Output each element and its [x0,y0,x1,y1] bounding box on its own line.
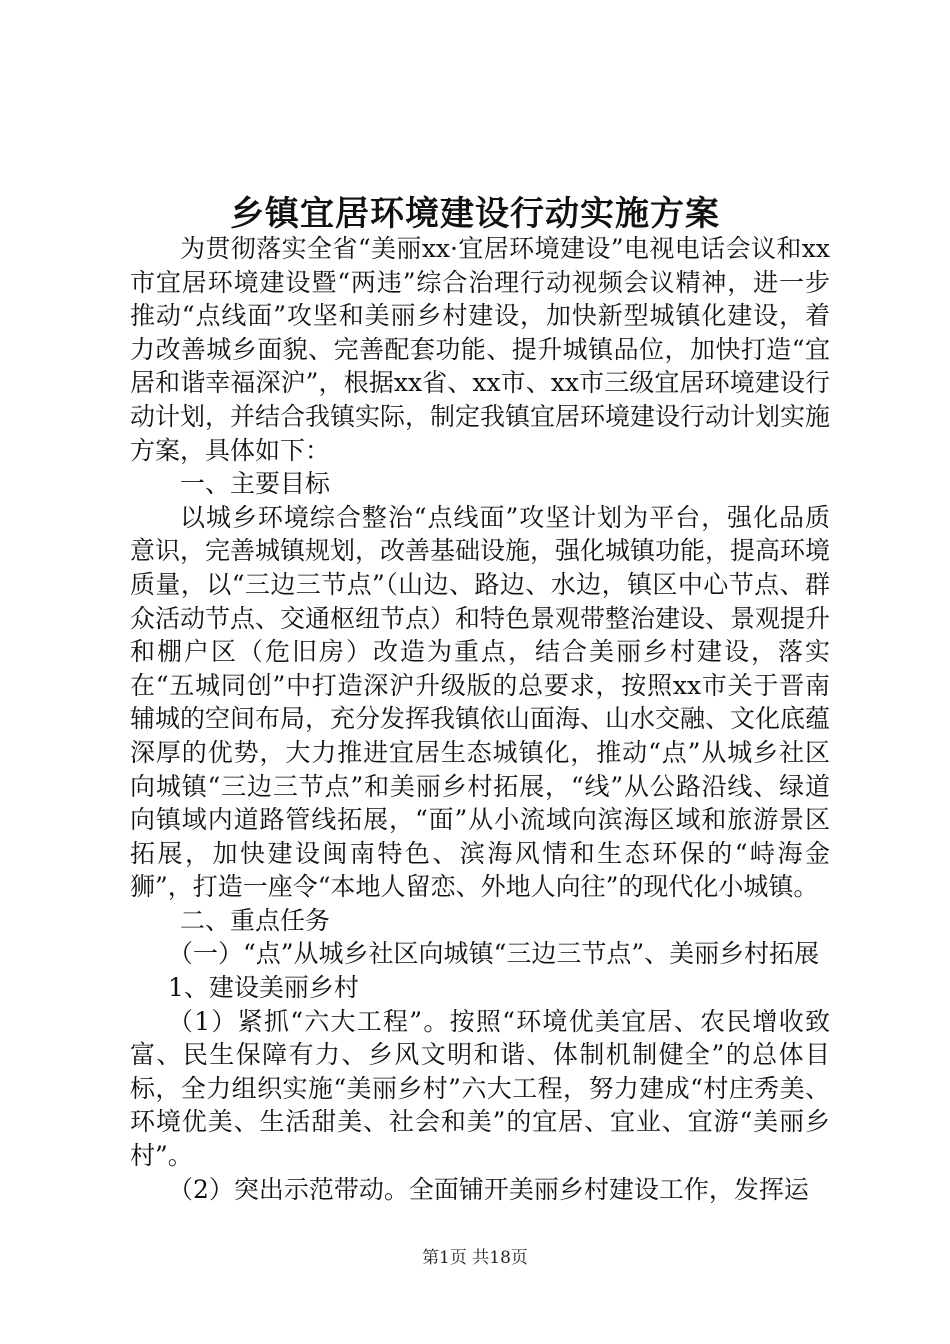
section-heading-tasks: 二、重点任务 [180,905,331,935]
item-paragraph-six-projects: （1）紧抓“六大工程”。按照“环境优美宜居、农民增收致富、民生保障有力、乡风文明和谐、体制机制健全”的总体目标，全力组织实施“美丽乡村”六大工程，努力建成“村庄秀美、环境优美、生活甜美、社会和美”的宜居、宜业、宜游“美丽乡村”。 [130,1006,830,1171]
item-paragraph-demonstration: （2）突出示范带动。全面铺开美丽乡村建设工作，发挥运 [168,1174,809,1204]
item-heading-beautiful-village: 1、建设美丽乡村 [168,973,359,1003]
document-title: 乡镇宜居环境建设行动实施方案 [230,194,720,234]
page-number-footer: 第1页 共18页 [422,1248,528,1268]
document-body [130,232,830,1206]
section-heading-goals: 一、主要目标 [180,469,331,499]
intro-paragraph: 为贯彻落实全省“美丽xx·宜居环境建设”电视电话会议和xx市宜居环境建设暨“两违”综合治理行动视频会议精神，进一步推动“点线面”攻坚和美丽乡村建设，加快新型城镇化建设，着力改善城乡面貌、完善配套功能、提升城镇品位，加快打造“宜居和谐幸福深沪”，根据xx省、xx市、xx市三级宜居环境建设行动计划，并结合我镇实际，制定我镇宜居环境建设行动计划实施方案，具体如下： [130,234,831,465]
goals-paragraph: 以城乡环境综合整治“点线面”攻坚计划为平台，强化品质意识，完善城镇规划，改善基础设施，强化城镇功能，提高环境质量，以“三边三节点”（山边、路边、水边，镇区中心节点、群众活动节点、交通枢纽节点）和特色景观带整治建设、景观提升和棚户区（危旧房）改造为重点，结合美丽乡村建设，落实在“五城同创”中打造深沪升级版的总要求，按照xx市关于晋南辅城的空间布局，充分发挥我镇依山面海、山水交融、文化底蕴深厚的优势，大力推进宜居生态城镇化，推动“点”从城乡社区向城镇“三边三节点”和美丽乡村拓展，“线”从公路沿线、绿道向镇域内道路管线拓展，“面”从小流域向滨海区域和旅游景区拓展，加快建设闽南特色、滨海风情和生态环保的“峙海金狮”，打造一座令“本地人留恋、外地人向往”的现代化小城镇。 [130,502,831,902]
subsection-heading-point: （一）“点”从城乡社区向城镇“三边三节点”、美丽乡村拓展 [168,939,820,969]
